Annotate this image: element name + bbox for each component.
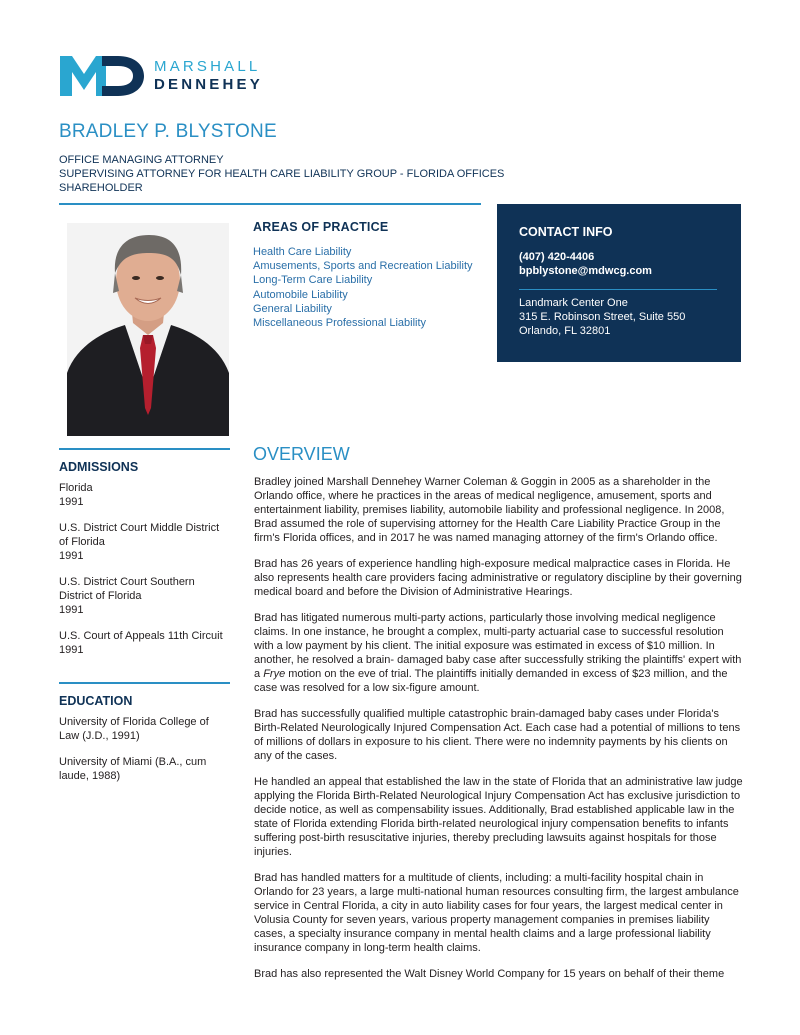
portrait-illustration xyxy=(67,223,229,436)
title-line: OFFICE MANAGING ATTORNEY xyxy=(59,154,224,166)
education-item: University of Florida College of Law (J.D., 1991) xyxy=(59,716,209,742)
md-logo-mark xyxy=(58,50,148,100)
contact-email[interactable]: bpblystone@mdwcg.com xyxy=(519,265,652,277)
paragraph-text: motion on the eve of trial. The plaintiffs initially demanded in excess of $23 million, and the case was resolved for a low six-figure amount. xyxy=(254,668,728,694)
overview-paragraph: He handled an appeal that established the law in the state of Florida that an administrative law judge applying the Florida Birth-Related Neurological Injury Compensation Act has exclusive jurisdiction to decide notice, as well as compensability issues. Additionally, Brad established applicable law in the state of Florida extending Florida birth-related neurological injury compensation benefits to infants suffering post-birth resuscitative injuries, thereby precluding lawsuits against hospitals for those injuries. xyxy=(254,776,743,858)
education-divider xyxy=(59,682,230,684)
paragraph-text: Brad has litigated numerous multi-party actions, particularly those involving medical negligence claims. In one instance, he brought a complex, multi-party actuarial case to successful resolution with a low payment by his client. The initial exposure was estimated in excess of $10 million. In another, he resolved a brain- damaged baby case after successfully striking the plaintiffs' expert with a xyxy=(254,612,742,680)
admission-year: 1991 xyxy=(59,550,84,562)
practice-area-link[interactable]: General Liability xyxy=(253,302,332,315)
education-item: University of Miami (B.A., cum laude, 1988) xyxy=(59,756,207,782)
admission-year: 1991 xyxy=(59,644,84,656)
admission-item xyxy=(59,521,231,563)
practice-areas-list xyxy=(253,245,473,330)
overview-paragraph: Brad has also represented the Walt Disney World Company for 15 years on behalf of their theme xyxy=(254,968,725,980)
admission-name: U.S. District Court Middle District of Florida xyxy=(59,522,220,548)
overview-paragraph: Brad has 26 years of experience handling high-exposure medical malpractice cases in Florida. He also represents health care providers facing administrative or regulatory discipline by their governing medical board and before the Division of Administrative Hearings. xyxy=(254,558,742,598)
title-line: SUPERVISING ATTORNEY FOR HEALTH CARE LIABILITY GROUP - FLORIDA OFFICES xyxy=(59,168,505,180)
logo-word-marshall: MARSHALL xyxy=(154,58,261,75)
contact-info-box xyxy=(497,204,741,362)
practice-area-link[interactable]: Health Care Liability xyxy=(253,246,352,258)
practice-area-link[interactable]: Long-Term Care Liability xyxy=(253,274,373,287)
overview-body xyxy=(254,475,744,993)
areas-heading: AREAS OF PRACTICE xyxy=(253,220,389,234)
admission-year: 1991 xyxy=(59,496,84,508)
admissions-list xyxy=(59,481,231,669)
admission-name: Florida xyxy=(59,482,93,494)
attorney-name: BRADLEY P. BLYSTONE xyxy=(59,121,277,142)
admission-item xyxy=(59,629,231,657)
admission-item xyxy=(59,481,231,509)
frye-emphasis: Frye xyxy=(263,668,286,680)
address-line: 315 E. Robinson Street, Suite 550 xyxy=(519,311,686,323)
address-line: Orlando, FL 32801 xyxy=(519,325,611,337)
practice-area-link[interactable]: Miscellaneous Professional Liability xyxy=(253,317,427,330)
contact-address xyxy=(519,296,685,338)
admission-name: U.S. Court of Appeals 11th Circuit xyxy=(59,630,223,642)
education-list xyxy=(59,715,231,795)
title-line: SHAREHOLDER xyxy=(59,182,143,194)
address-line: Landmark Center One xyxy=(519,297,628,309)
overview-paragraph: Brad has handled matters for a multitude of clients, including: a multi-facility hospital chain in Orlando for 23 years, a large multi-national human resources consulting firm, the largest ambulance service in Central Florida, a city in auto liability cases for four years, the largest medical center in Volusia County for seven years, various property management companies in premises liability cases, a specialty insurance company in mental health claims and a large professional liability insurance company in long-term health claims. xyxy=(254,872,739,954)
contact-heading: CONTACT INFO xyxy=(519,225,613,239)
attorney-titles xyxy=(59,153,504,195)
admission-year: 1991 xyxy=(59,604,84,616)
overview-heading: OVERVIEW xyxy=(253,444,350,464)
overview-paragraph: Bradley joined Marshall Dennehey Warner Coleman & Goggin in 2005 as a shareholder in the Orlando office, where he practices in the areas of medical negligence, amusement, sports and entertainment liability, premises liability, automobile liability and professional negligence. In 2008, Brad assumed the role of supervising attorney for the Health Care Liability Practice Group in the firm's Florida offices, and in 2017 he was named managing attorney of the firm's Orlando office. xyxy=(254,476,725,544)
contact-divider xyxy=(519,289,717,290)
practice-area-link[interactable]: Automobile Liability xyxy=(253,288,348,301)
contact-phone[interactable]: (407) 420-4406 xyxy=(519,251,595,263)
firm-logo xyxy=(58,50,268,100)
admissions-divider xyxy=(59,448,230,450)
logo-word-dennehey: DENNEHEY xyxy=(154,76,263,93)
practice-area-link[interactable]: Amusements, Sports and Recreation Liability xyxy=(253,260,473,273)
admissions-heading: ADMISSIONS xyxy=(59,460,139,474)
admission-item xyxy=(59,575,231,617)
header-divider xyxy=(59,203,481,205)
admission-name: U.S. District Court Southern District of Florida xyxy=(59,576,195,602)
overview-paragraph xyxy=(254,611,744,695)
attorney-photo xyxy=(67,223,229,436)
education-heading: EDUCATION xyxy=(59,694,133,708)
overview-paragraph: Brad has successfully qualified multiple catastrophic brain-damaged baby cases under Florida's Birth-Related Neurologically Injured Compensation Act. Each case had a potential of millions to tens of millions of dollars in exposure to his client. There were no indemnity payments by his clients on any of the cases. xyxy=(254,708,741,762)
